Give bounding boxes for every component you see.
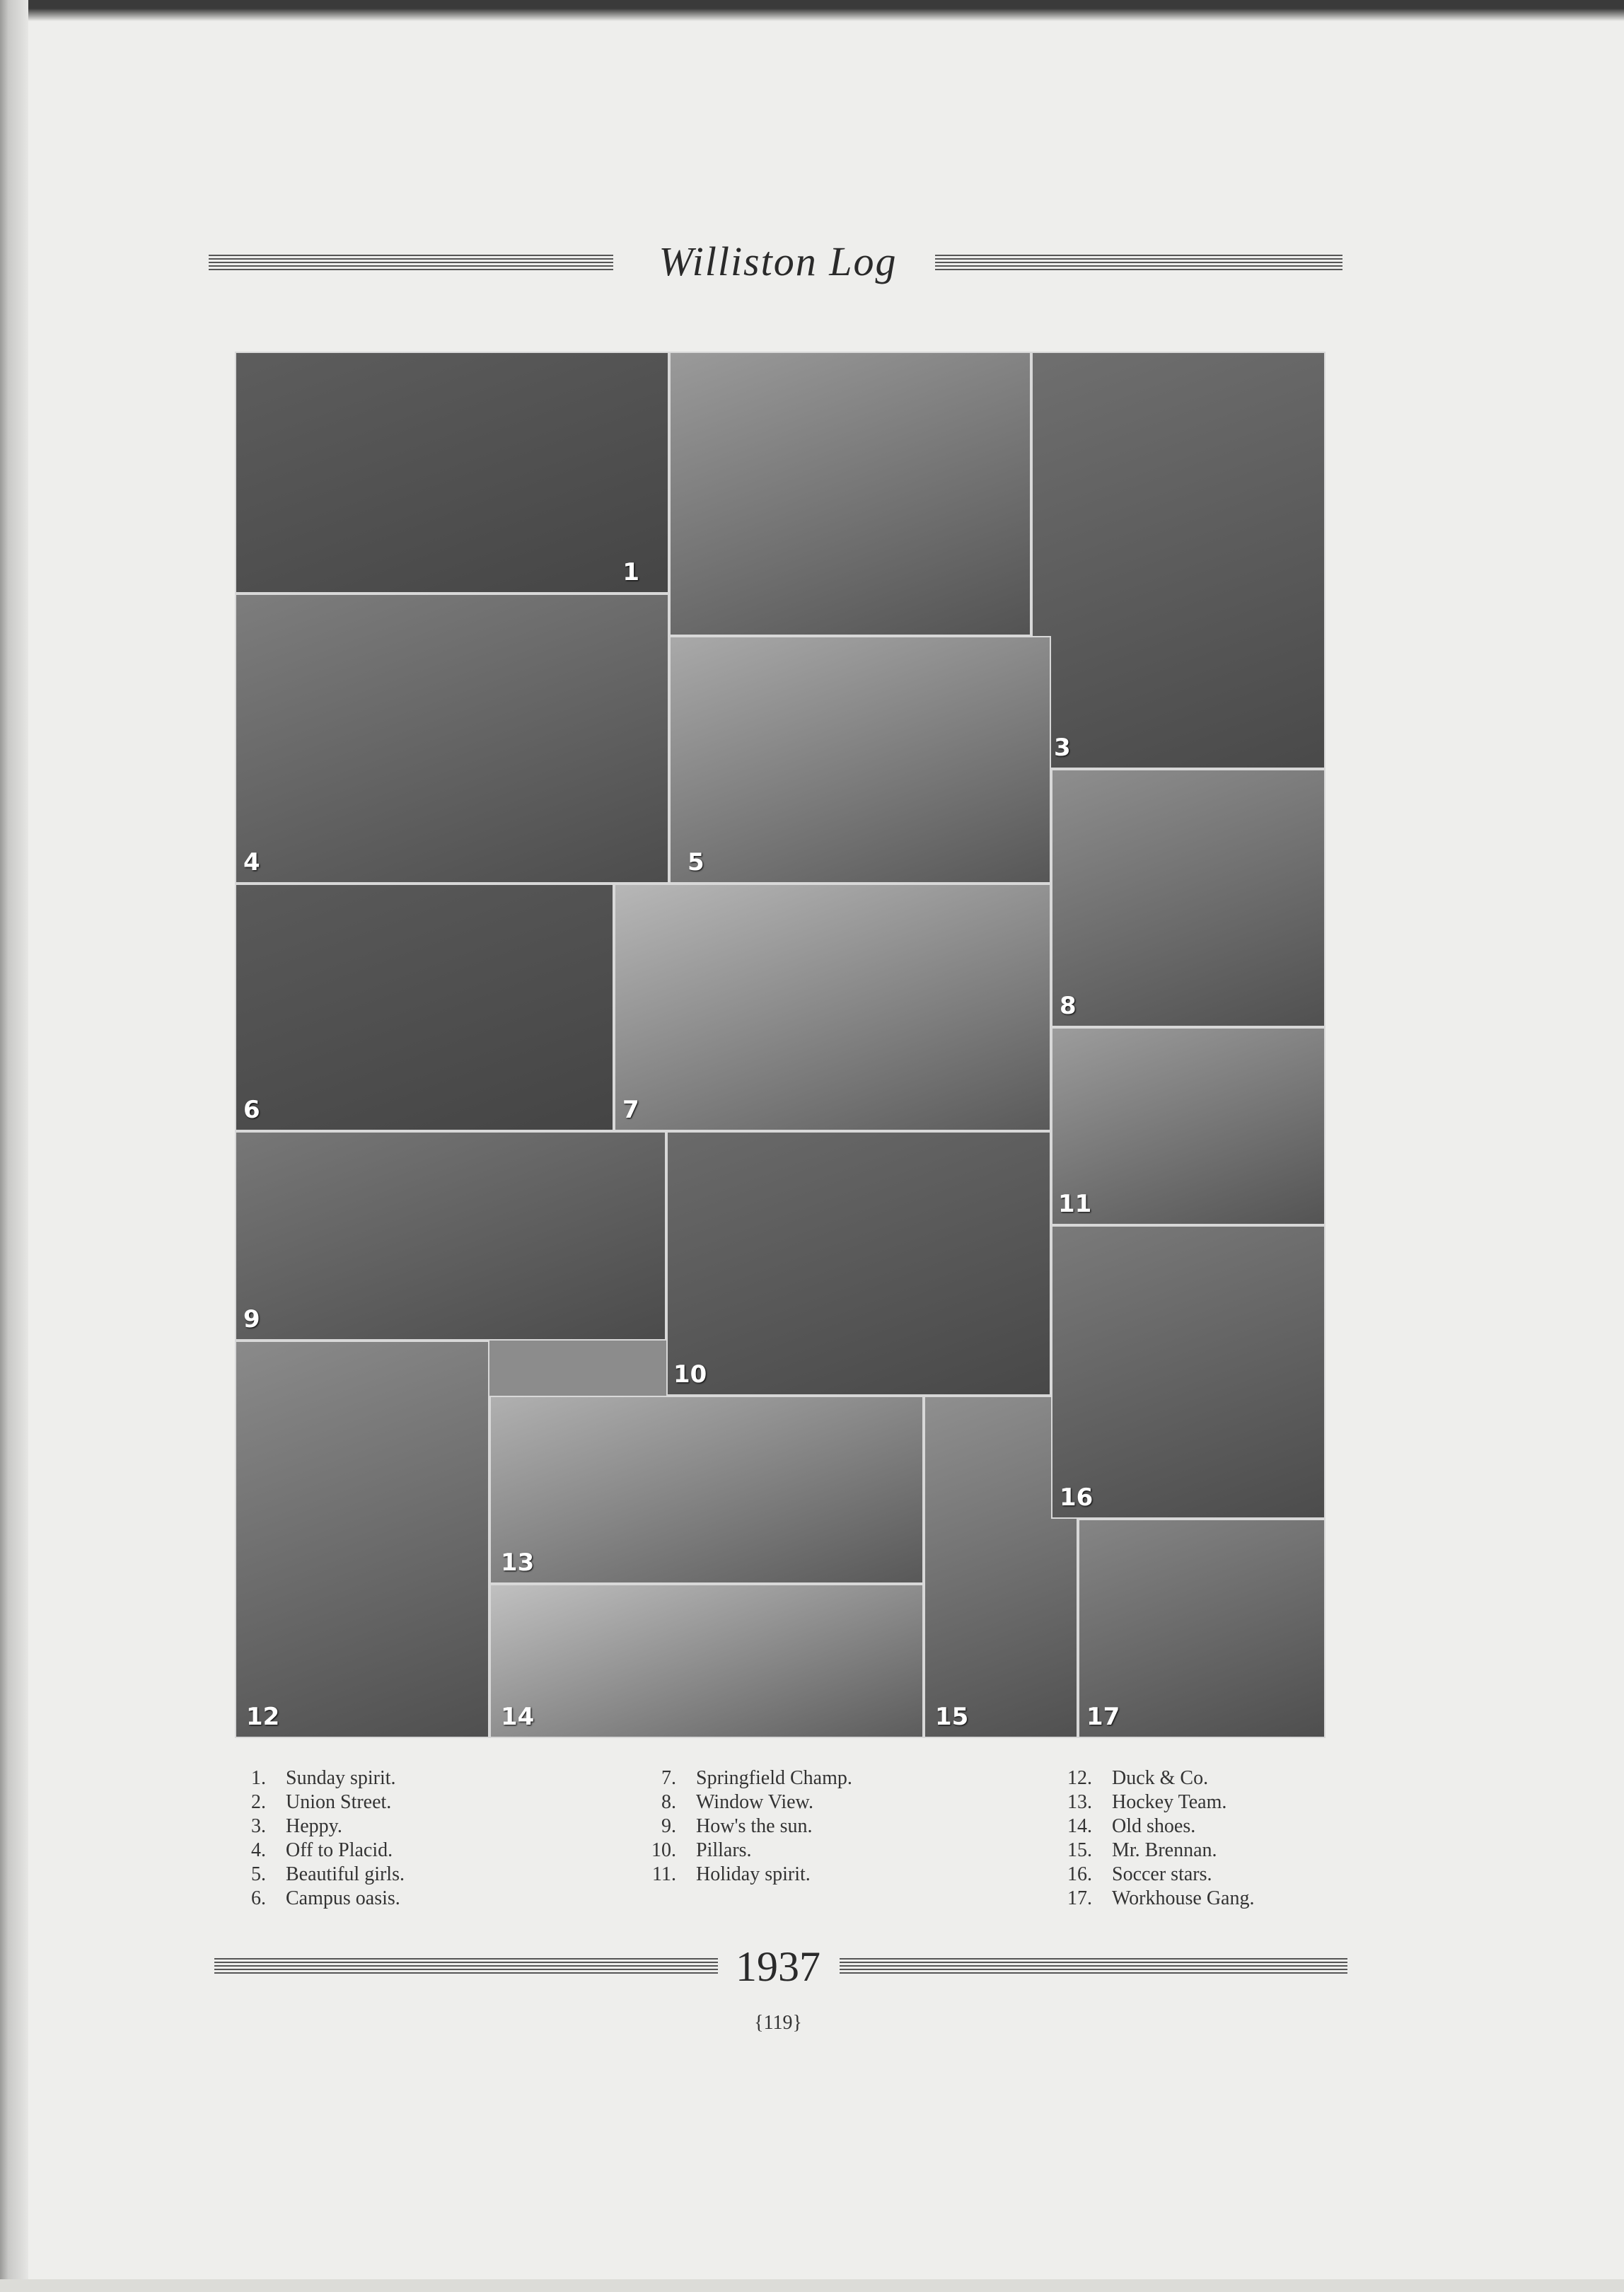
photo-collage (235, 352, 1326, 1738)
photo-4-off-to-placid (235, 594, 669, 884)
caption-item: 1. Sunday spirit. (251, 1767, 396, 1789)
caption-item: 7. Springfield Champ. (661, 1767, 852, 1789)
photo-11-holiday-spirit (1051, 1027, 1326, 1225)
photo-number: 6 (243, 1096, 260, 1124)
photo-1-sunday-spirit (235, 352, 669, 594)
caption-item: 8. Window View. (661, 1791, 813, 1813)
photo-9-hows-the-sun (235, 1131, 666, 1341)
caption-item: 17. Workhouse Gang. (1067, 1887, 1255, 1909)
photo-8-window-view (1051, 769, 1326, 1027)
photo-number: 7 (622, 1096, 639, 1124)
caption-item: 10. Pillars. (651, 1839, 752, 1861)
photo-number: 15 (935, 1703, 969, 1731)
photo-13-hockey-team (489, 1396, 924, 1584)
photo-7-springfield-champ (614, 884, 1051, 1131)
photo-number: 14 (501, 1703, 535, 1731)
footer-rule-left (214, 1958, 718, 1974)
photo-number: 4 (243, 848, 260, 876)
photo-number: 16 (1060, 1483, 1094, 1512)
photo-17-workhouse-gang (1078, 1519, 1326, 1738)
photo-number: 9 (243, 1305, 260, 1333)
photo-number: 1 (622, 558, 639, 586)
scan-top-shadow (0, 0, 1624, 21)
photo-number: 5 (688, 848, 704, 876)
page-bottom-edge (0, 2279, 1624, 2292)
photo-number: 10 (673, 1360, 707, 1389)
caption-item: 4. Off to Placid. (251, 1839, 393, 1861)
photo-number: 13 (501, 1549, 535, 1577)
photo-12-duck-and-co (235, 1341, 489, 1738)
photo-number: 12 (246, 1703, 280, 1731)
photo-16-soccer-stars (1051, 1225, 1326, 1519)
page-header-title: Williston Log (659, 238, 898, 284)
binding-shadow (0, 0, 28, 2292)
photo-5-beautiful-girls (669, 636, 1051, 884)
caption-item: 6. Campus oasis. (251, 1887, 400, 1909)
caption-item: 15. Mr. Brennan. (1067, 1839, 1217, 1861)
footer-rule-right (840, 1958, 1347, 1974)
caption-column-1 (226, 1766, 622, 1911)
photo-number: 8 (1060, 992, 1077, 1020)
caption-item: 2. Union Street. (251, 1791, 392, 1813)
header-rule-left (209, 255, 613, 270)
photo-6-campus-oasis (235, 884, 614, 1131)
photo-14-old-shoes (489, 1584, 924, 1738)
caption-item: 13. Hockey Team. (1067, 1791, 1227, 1813)
photo-3-heppy (1031, 352, 1326, 769)
caption-item: 9. How's the sun. (661, 1815, 813, 1837)
photo-2-union-street (669, 352, 1031, 636)
page-number: {119} (754, 2012, 802, 2034)
footer-year: 1937 (736, 1943, 820, 1990)
photo-number: 17 (1086, 1703, 1120, 1731)
photo-number: 3 (1054, 734, 1071, 762)
photo-number: 11 (1058, 1190, 1092, 1218)
caption-item: 11. Holiday spirit. (652, 1863, 811, 1885)
caption-item: 5. Beautiful girls. (251, 1863, 405, 1885)
caption-item: 3. Heppy. (251, 1815, 342, 1837)
caption-item: 14. Old shoes. (1067, 1815, 1196, 1837)
caption-column-2 (637, 1766, 1033, 1887)
caption-column-3 (1052, 1766, 1449, 1911)
caption-item: 12. Duck & Co. (1067, 1767, 1209, 1789)
header-rule-right (935, 255, 1342, 270)
caption-item: 16. Soccer stars. (1067, 1863, 1212, 1885)
photo-10-pillars (666, 1131, 1051, 1396)
